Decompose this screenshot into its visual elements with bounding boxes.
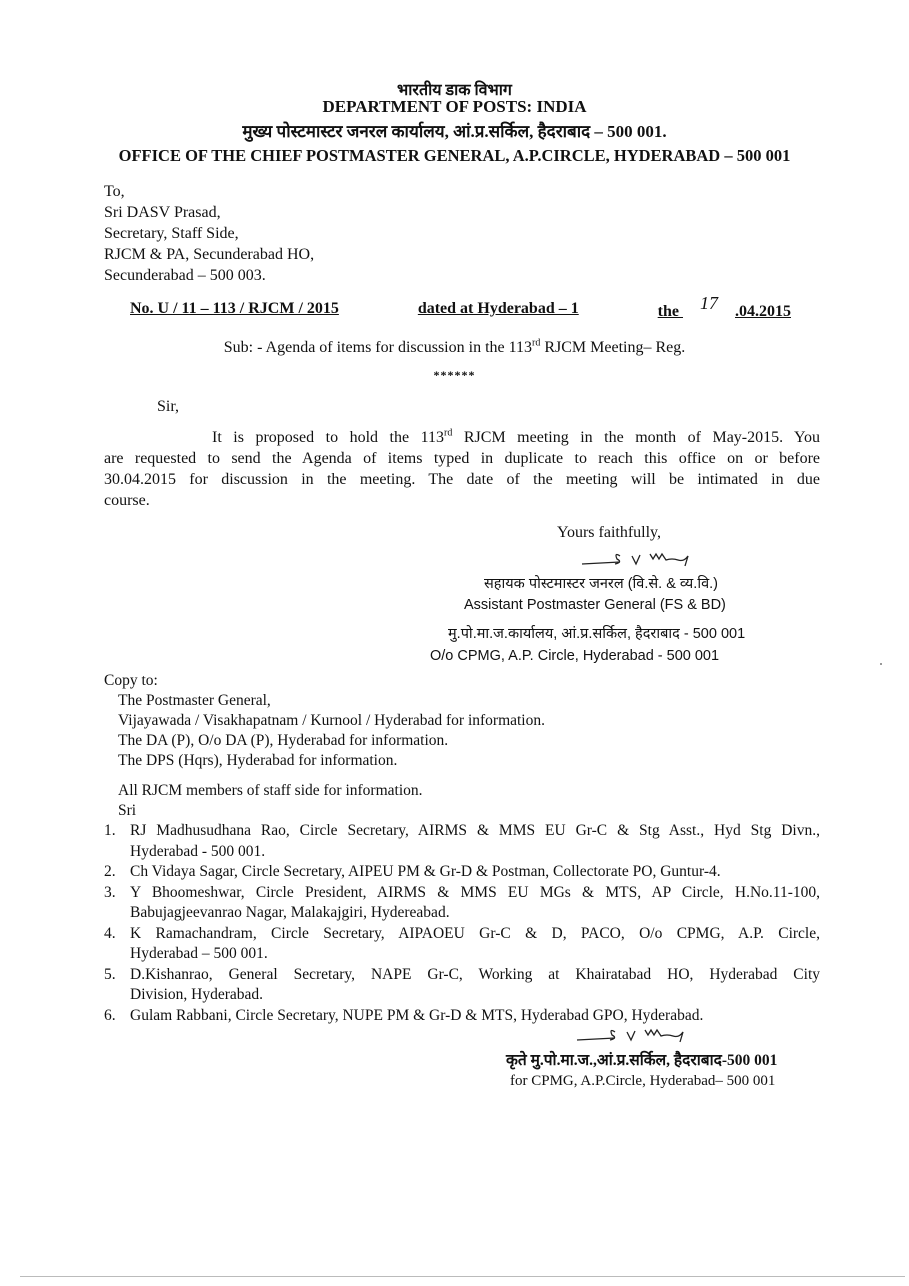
copy-to-staff-line: All RJCM members of staff side for information.	[118, 782, 423, 799]
copy-to-line: The DA (P), O/o DA (P), Hyderabad for information.	[118, 732, 449, 749]
addressee-line: Sri DASV Prasad,	[104, 204, 221, 221]
header-hindi-office: मुख्य पोस्टमास्टर जनरल कार्यालय, आं.प्र.सर्किल, हैदराबाद – 500 001.	[242, 122, 667, 141]
list-item: 5. D.Kishanrao, General Secretary, NAPE Gr-C, Working at Khairatabad HO, Hyderabad City Division, Hyderabad.	[104, 965, 820, 1003]
addressee-line: Secunderabad – 500 003.	[104, 267, 266, 284]
reference-date	[657, 293, 791, 321]
reference-month-year: .04.2015	[735, 303, 791, 320]
reference-the: the	[657, 303, 679, 320]
list-item: 4. K Ramachandram, Circle Secretary, AIPAOEU Gr-C & D, PACO, O/o CPMG, A.P. Circle, Hyderabad – 500 001.	[104, 924, 820, 962]
body-line: course.	[104, 492, 150, 509]
subject-line	[0, 339, 909, 357]
copy-to-line: Vijayawada / Visakhapatnam / Kurnool / Hyderabad for information.	[118, 712, 545, 729]
scan-speck	[880, 663, 882, 665]
signatory-hindi-office: मु.पो.मा.ज.कार्यालय, आं.प्र.सर्किल, हैदराबाद - 500 001	[448, 626, 746, 642]
list-item: 1. RJ Madhusudhana Rao, Circle Secretary, AIRMS & MMS EU Gr-C & Stg Asst., Hyd Stg Divn., Hyderabad - 500 001.	[104, 822, 820, 860]
members-list	[104, 821, 820, 1026]
copy-to-sri: Sri	[118, 802, 137, 819]
body-line: are requested to send the Agenda of items typed in duplicate to reach this office on or before	[104, 450, 820, 467]
handwritten-day: 17	[700, 293, 718, 313]
footer-english-sign: for CPMG, A.P.Circle, Hyderabad– 500 001	[510, 1073, 776, 1089]
closing: Yours faithfully,	[557, 524, 662, 541]
body-line: 30.04.2015 for discussion in the meeting. The date of the meeting will be intimated in due	[104, 471, 820, 488]
subject-suffix: RJCM Meeting– Reg.	[540, 339, 686, 356]
reference-number: No. U / 11 – 113 / RJCM / 2015	[130, 300, 339, 317]
header-english-office: OFFICE OF THE CHIEF POSTMASTER GENERAL, A.P.CIRCLE, HYDERABAD – 500 001	[118, 146, 791, 165]
copy-to-heading: Copy to:	[104, 672, 158, 689]
subject-superscript: rd	[532, 337, 541, 349]
list-item: 6. Gulam Rabbani, Circle Secretary, NUPE PM & Gr-D & MTS, Hyderabad GPO, Hyderabad.	[104, 1006, 704, 1024]
list-item: 2. Ch Vidaya Sagar, Circle Secretary, AIPEU PM & Gr-D & Postman, Collectorate PO, Guntur-4.	[104, 863, 721, 880]
separator: ******	[433, 368, 476, 382]
header-english-department: DEPARTMENT OF POSTS: INDIA	[322, 97, 587, 116]
addressee-to: To,	[104, 183, 125, 200]
copy-to-line: The DPS (Hqrs), Hyderabad for information.	[118, 752, 398, 769]
copy-to-line: The Postmaster General,	[118, 692, 271, 709]
body-paragraph	[104, 427, 820, 511]
addressee-line: RJCM & PA, Secunderabad HO,	[104, 246, 315, 263]
addressee-line: Secretary, Staff Side,	[104, 225, 239, 242]
signatory-designation: Assistant Postmaster General (FS & BD)	[464, 597, 726, 613]
reference-dated-at: dated at Hyderabad – 1	[417, 300, 579, 317]
signature-mark-icon	[580, 544, 710, 570]
body-line: It is proposed to hold the 113rd RJCM meeting in the month of May-2015. You	[212, 427, 821, 446]
subject-prefix: Sub: - Agenda of items for discussion in the 113	[223, 339, 533, 356]
page-edge-line	[20, 1276, 905, 1277]
salutation: Sir,	[157, 398, 180, 415]
reference-line	[130, 293, 791, 321]
list-item: 3. Y Bhoomeshwar, Circle President, AIRMS & MMS EU MGs & MTS, AP Circle, H.No.11-100, Babujagjeevanrao Nagar, Malakajgiri, Hydereabad.	[104, 883, 820, 921]
signature-mark-icon	[575, 1020, 705, 1046]
footer-hindi-sign: कृते मु.पो.मा.ज.,आं.प्र.सर्किल, हैदराबाद-500 001	[506, 1052, 778, 1069]
signatory-hindi-designation: सहायक पोस्टमास्टर जनरल (वि.से. & व्य.वि.)	[484, 576, 719, 592]
header-hindi-department: भारतीय डाक विभाग	[397, 82, 512, 99]
signatory-office: O/o CPMG, A.P. Circle, Hyderabad - 500 001	[430, 648, 720, 664]
